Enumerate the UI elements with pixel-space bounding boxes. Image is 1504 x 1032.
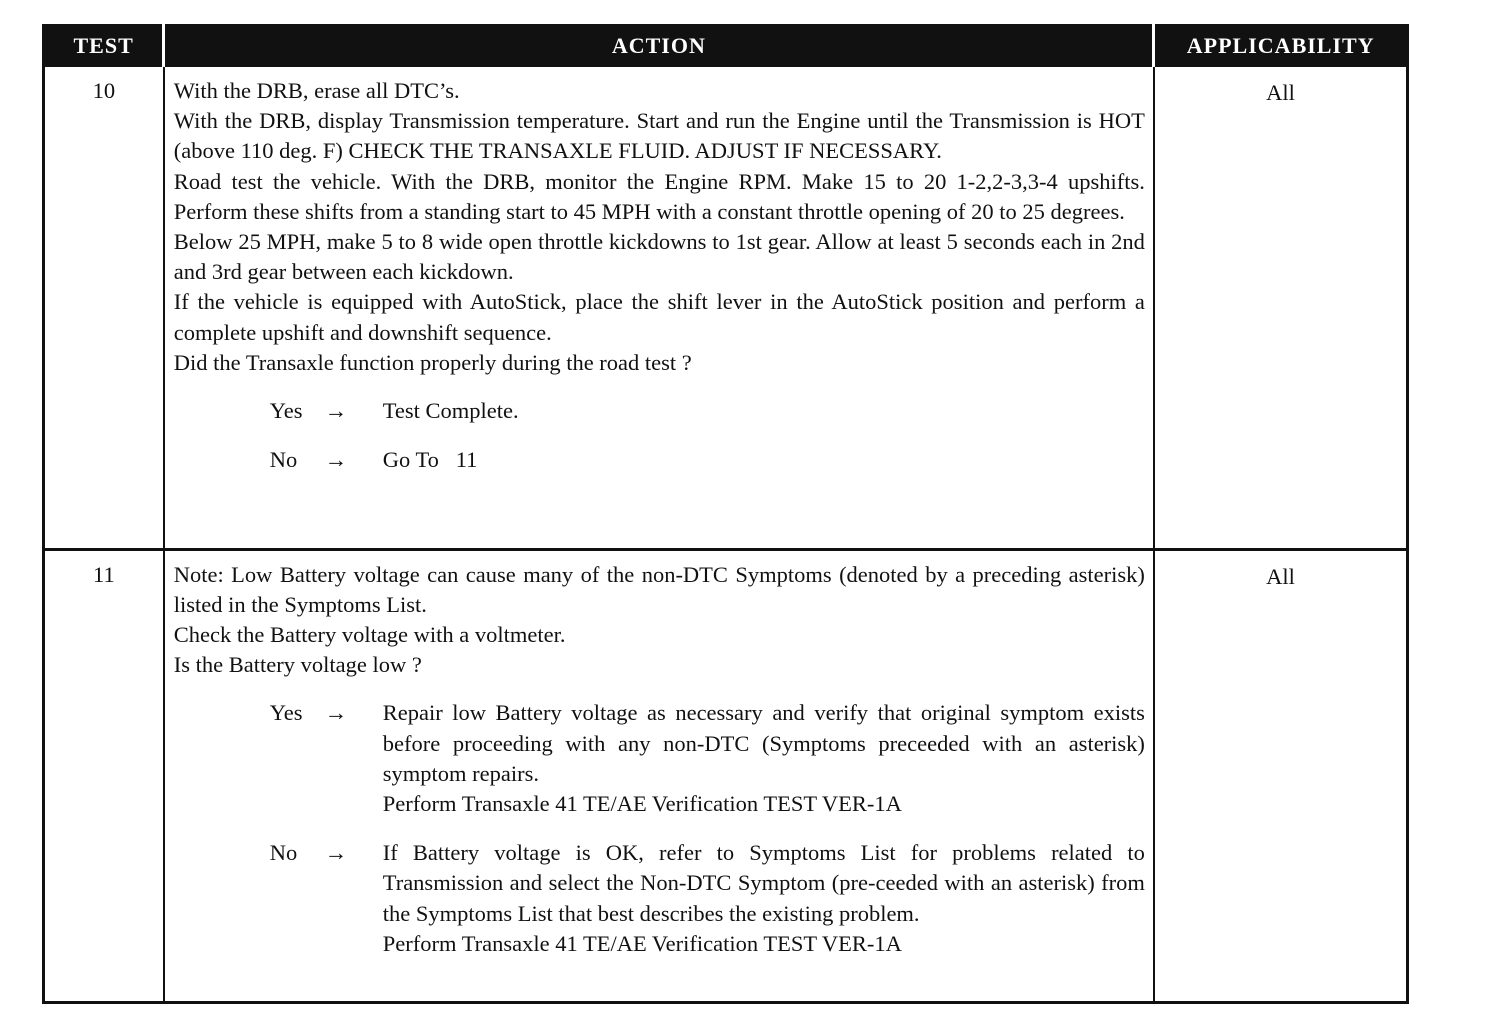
answer-line: If Battery voltage is OK, refer to Symptoms List for problems related to Transmission and select the Non-DTC Symptom (pre-ceeded with an asterisk) from the Symptoms List that best describes the existing problem. <box>382 840 1145 926</box>
action-line: With the DRB, erase all DTC’s. <box>173 78 460 103</box>
answer-label: No <box>269 840 298 866</box>
header-applicability: APPLICABILITY <box>1154 26 1408 67</box>
action-cell <box>164 549 1154 1003</box>
answer-line: Perform Transaxle 41 TE/AE Verification TEST VER-1A <box>382 790 902 816</box>
answer-no <box>270 838 1145 959</box>
action-line: If the vehicle is equipped with AutoStick, place the shift lever in the AutoStick position and perform a complete upshift and downshift sequence. <box>173 289 1145 345</box>
action-cell <box>164 66 1154 549</box>
applicability-value: All <box>1154 66 1408 549</box>
action-line: Road test the vehicle. With the DRB, monitor the Engine RPM. Make 15 to 20 1-2,2-3,3-4 upshifts. Perform these shifts from a standing start to 45 MPH with a constant throttle opening of 20 to 25 degrees. <box>173 168 1145 224</box>
action-line: Did the Transaxle function properly during the road test ? <box>173 349 692 375</box>
applicability-value: All <box>1154 549 1408 1003</box>
answer-line: Perform Transaxle 41 TE/AE Verification TEST VER-1A <box>382 930 902 956</box>
action-line: Is the Battery voltage low ? <box>173 652 422 678</box>
answer-line: Test Complete. <box>382 398 519 424</box>
answer-line: Repair low Battery voltage as necessary and verify that original symptom exists before proceeding with any non-DTC (Symptoms preceeded with an asterisk) symptom repairs. <box>382 700 1145 786</box>
answer-label: Yes <box>269 700 303 726</box>
diagnostic-test-table <box>42 24 1409 1004</box>
table-header-row <box>44 26 1408 67</box>
arrow-right-icon: → <box>324 398 348 424</box>
test-number: 10 <box>44 66 164 549</box>
arrow-right-icon: → <box>324 447 348 473</box>
table-row <box>44 549 1408 1003</box>
test-number: 11 <box>44 549 164 1003</box>
action-line: Note: Low Battery voltage can cause many of the non-DTC Symptoms (denoted by a preceding asterisk) listed in the Symptoms List. <box>173 561 1145 617</box>
header-action: ACTION <box>164 26 1154 67</box>
action-line: Check the Battery voltage with a voltmeter. <box>173 621 566 647</box>
answer-yes <box>270 396 1145 426</box>
answer-line: Go To 11 <box>382 447 478 473</box>
answer-text <box>383 698 1145 819</box>
answer-text <box>383 445 1145 475</box>
answer-text <box>383 838 1145 959</box>
answer-label: No <box>269 447 298 473</box>
arrow-right-icon: → <box>324 700 348 726</box>
answer-label: Yes <box>269 398 303 424</box>
action-line: With the DRB, display Transmission temperature. Start and run the Engine until the Transmission is HOT (above 110 deg. F) CHECK THE TRANSAXLE FLUID. ADJUST IF NECESSARY. <box>173 108 1145 164</box>
header-test: TEST <box>44 26 164 67</box>
arrow-right-icon: → <box>324 840 348 866</box>
action-line: Below 25 MPH, make 5 to 8 wide open throttle kickdowns to 1st gear. Allow at least 5 seconds each in 2nd and 3rd gear between each kickdown. <box>173 229 1145 285</box>
answer-no <box>270 445 1145 475</box>
table-row <box>44 66 1408 549</box>
answer-yes <box>270 698 1145 819</box>
answer-text <box>383 396 1145 426</box>
